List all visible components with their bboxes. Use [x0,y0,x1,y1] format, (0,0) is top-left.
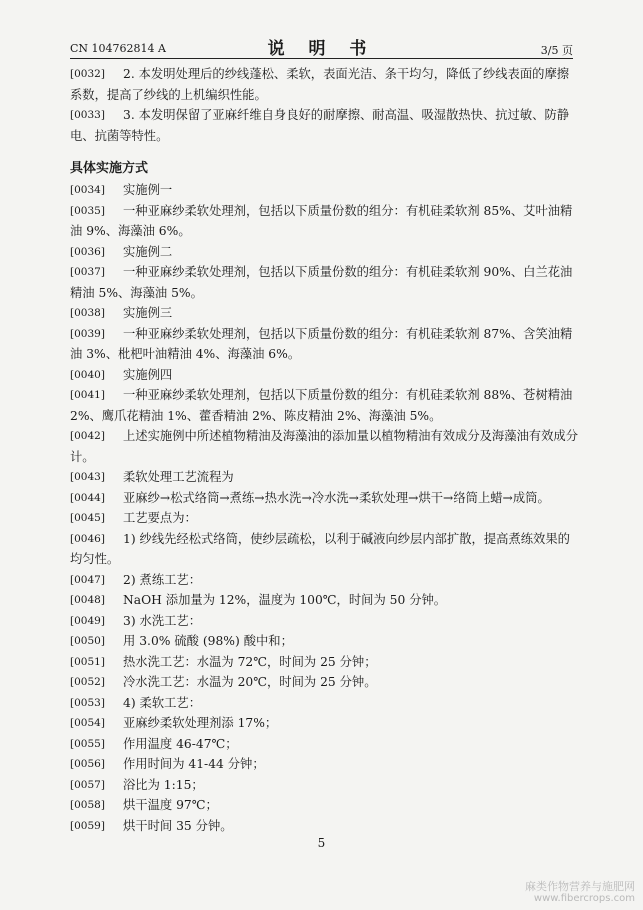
paragraph-number: [0038] [70,307,105,319]
top-paragraphs [70,64,578,146]
paragraph [70,365,578,386]
paragraph-number: [0048] [70,594,105,606]
paragraph [70,180,578,201]
paragraph-text: 一种亚麻纱柔软处理剂，包括以下质量份数的组分：有机硅柔软剂 87%、含笑油精油 3%、枇杷叶油精油 4%、海藻油 6%。 [70,326,573,361]
paragraph-number: [0043] [70,471,105,483]
paragraph [70,467,578,488]
paragraph-text: 烘干时间 35 分钟。 [123,818,233,833]
paragraph-number: [0051] [70,655,105,668]
paragraph-text: 冷水洗工艺：水温为 20℃，时间为 25 分钟。 [123,675,377,689]
section-gap [70,146,578,158]
paragraph-text: 2. 本发明处理后的纱线蓬松、柔软，表面光洁、条干均匀，降低了纱线表面的摩擦系数，提高了纱线的上机编织性能。 [70,67,570,102]
paragraph-number: [0035] [70,204,105,217]
paragraph [70,754,578,775]
paragraph [70,64,578,105]
paragraph-number: [0057] [70,778,105,791]
paragraph [70,631,578,652]
paragraph-number: [0047] [70,573,105,586]
paragraph [70,611,578,632]
paragraph-number: [0036] [70,245,105,258]
paragraph [70,508,578,529]
paragraph-text: 作用时间为 41-44 分钟； [123,757,265,771]
paragraph-text: 4) 柔软工艺： [123,695,202,710]
paragraph [70,652,578,673]
paragraph [70,775,578,796]
paragraph-text: 作用温度 46-47℃； [123,736,238,751]
watermark-url: www.fibercrops.com [533,893,635,904]
paragraph [70,570,578,591]
paragraph-number: [0042] [70,430,105,442]
paragraph [70,693,578,714]
document-title: 说 明 书 [267,39,376,59]
paragraph-number: [0052] [70,676,105,688]
section-title: 具体实施方式 [70,161,149,176]
paragraph-text: 3. 本发明保留了亚麻纤维自身良好的耐摩擦、耐高温、吸湿散热快、抗过敏、防静电、抗菌等特性。 [70,108,570,143]
paragraph [70,795,578,816]
paragraph-number: [0040] [70,368,105,381]
paragraph-text: 柔软处理工艺流程为 [123,470,234,484]
paragraph-number: [0039] [70,327,105,340]
paragraph [70,488,578,509]
paragraph-text: NaOH 添加量为 12%，温度为 100℃，时间为 50 分钟。 [123,593,447,607]
paragraph-number: [0037] [70,266,105,278]
paragraph-number: [0045] [70,512,105,524]
paragraph-text: 烘干温度 97℃； [123,798,218,812]
paragraph [70,262,578,303]
page-number: 5 [317,836,326,850]
paragraph-number: [0059] [70,819,105,832]
paragraph-text: 一种亚麻纱柔软处理剂，包括以下质量份数的组分：有机硅柔软剂 85%、艾叶油精油 9%、海藻油 6%。 [70,203,573,238]
paragraph-number: [0033] [70,109,105,121]
paragraph [70,242,578,263]
paragraph-number: [0044] [70,491,105,504]
paragraph-text: 浴比为 1:15； [123,777,204,792]
paragraph [70,672,578,693]
paragraph-number: [0041] [70,389,105,401]
paragraph-text: 实施例二 [123,244,173,259]
paragraph-text: 实施例三 [123,306,173,320]
paragraph-text: 实施例一 [123,183,173,197]
paragraph-text: 亚麻纱→松式络筒→煮练→热水洗→冷水洗→柔软处理→烘干→络筒上蜡→成筒。 [123,490,550,505]
paragraph-text: 3) 水洗工艺： [123,613,202,628]
document-body [70,64,578,836]
paragraph-text: 热水洗工艺：水温为 72℃，时间为 25 分钟； [123,654,377,669]
paragraph-text: 1) 纱线先经松式络筒，使纱层疏松，以利于碱液向纱层内部扩散，提高煮练效果的均匀性。 [70,531,570,566]
paragraph-text: 一种亚麻纱柔软处理剂，包括以下质量份数的组分：有机硅柔软剂 90%、白兰花油精油 5%、海藻油 5%。 [70,265,573,300]
watermark-text: 麻类作物营养与施肥网 [525,880,635,893]
paragraph [70,713,578,734]
paragraph-text: 亚麻纱柔软处理剂添 17%； [123,716,278,730]
paragraph-number: [0050] [70,635,105,647]
publication-number: CN 104762814 A [70,42,166,55]
paragraph [70,529,578,570]
paragraph-text: 上述实施例中所述植物精油及海藻油的添加量以植物精油有效成分及海藻油有效成分计。 [70,429,578,464]
paragraph-text: 一种亚麻纱柔软处理剂，包括以下质量份数的组分：有机硅柔软剂 88%、苍树精油 2%、鹰爪花精油 1%、藿香精油 2%、陈皮精油 2%、海藻油 5%。 [70,388,573,423]
paragraph-number: [0046] [70,532,105,545]
paragraph [70,385,578,426]
paragraph [70,426,578,467]
paragraph-number: [0034] [70,184,105,196]
paragraph-number: [0055] [70,737,105,750]
paragraph [70,303,578,324]
paragraph-number: [0053] [70,696,105,709]
page-info: 3/5 页 [540,44,573,57]
paragraph [70,201,578,242]
paragraph [70,816,578,837]
paragraph [70,324,578,365]
paragraph-text: 实施例四 [123,367,173,382]
paragraph [70,734,578,755]
paragraph-text: 用 3.0% 硫酸 (98%) 酸中和； [123,634,293,648]
paragraph [70,590,578,611]
paragraph-number: [0054] [70,717,105,729]
main-paragraphs [70,180,578,836]
paragraph-number: [0058] [70,799,105,811]
paragraph-text: 2) 煮练工艺： [123,572,202,587]
paragraph-text: 工艺要点为： [123,511,197,525]
paragraph-number: [0049] [70,614,105,627]
paragraph [70,105,578,146]
page-header [70,32,573,59]
paragraph-number: [0056] [70,758,105,770]
paragraph-number: [0032] [70,68,105,80]
